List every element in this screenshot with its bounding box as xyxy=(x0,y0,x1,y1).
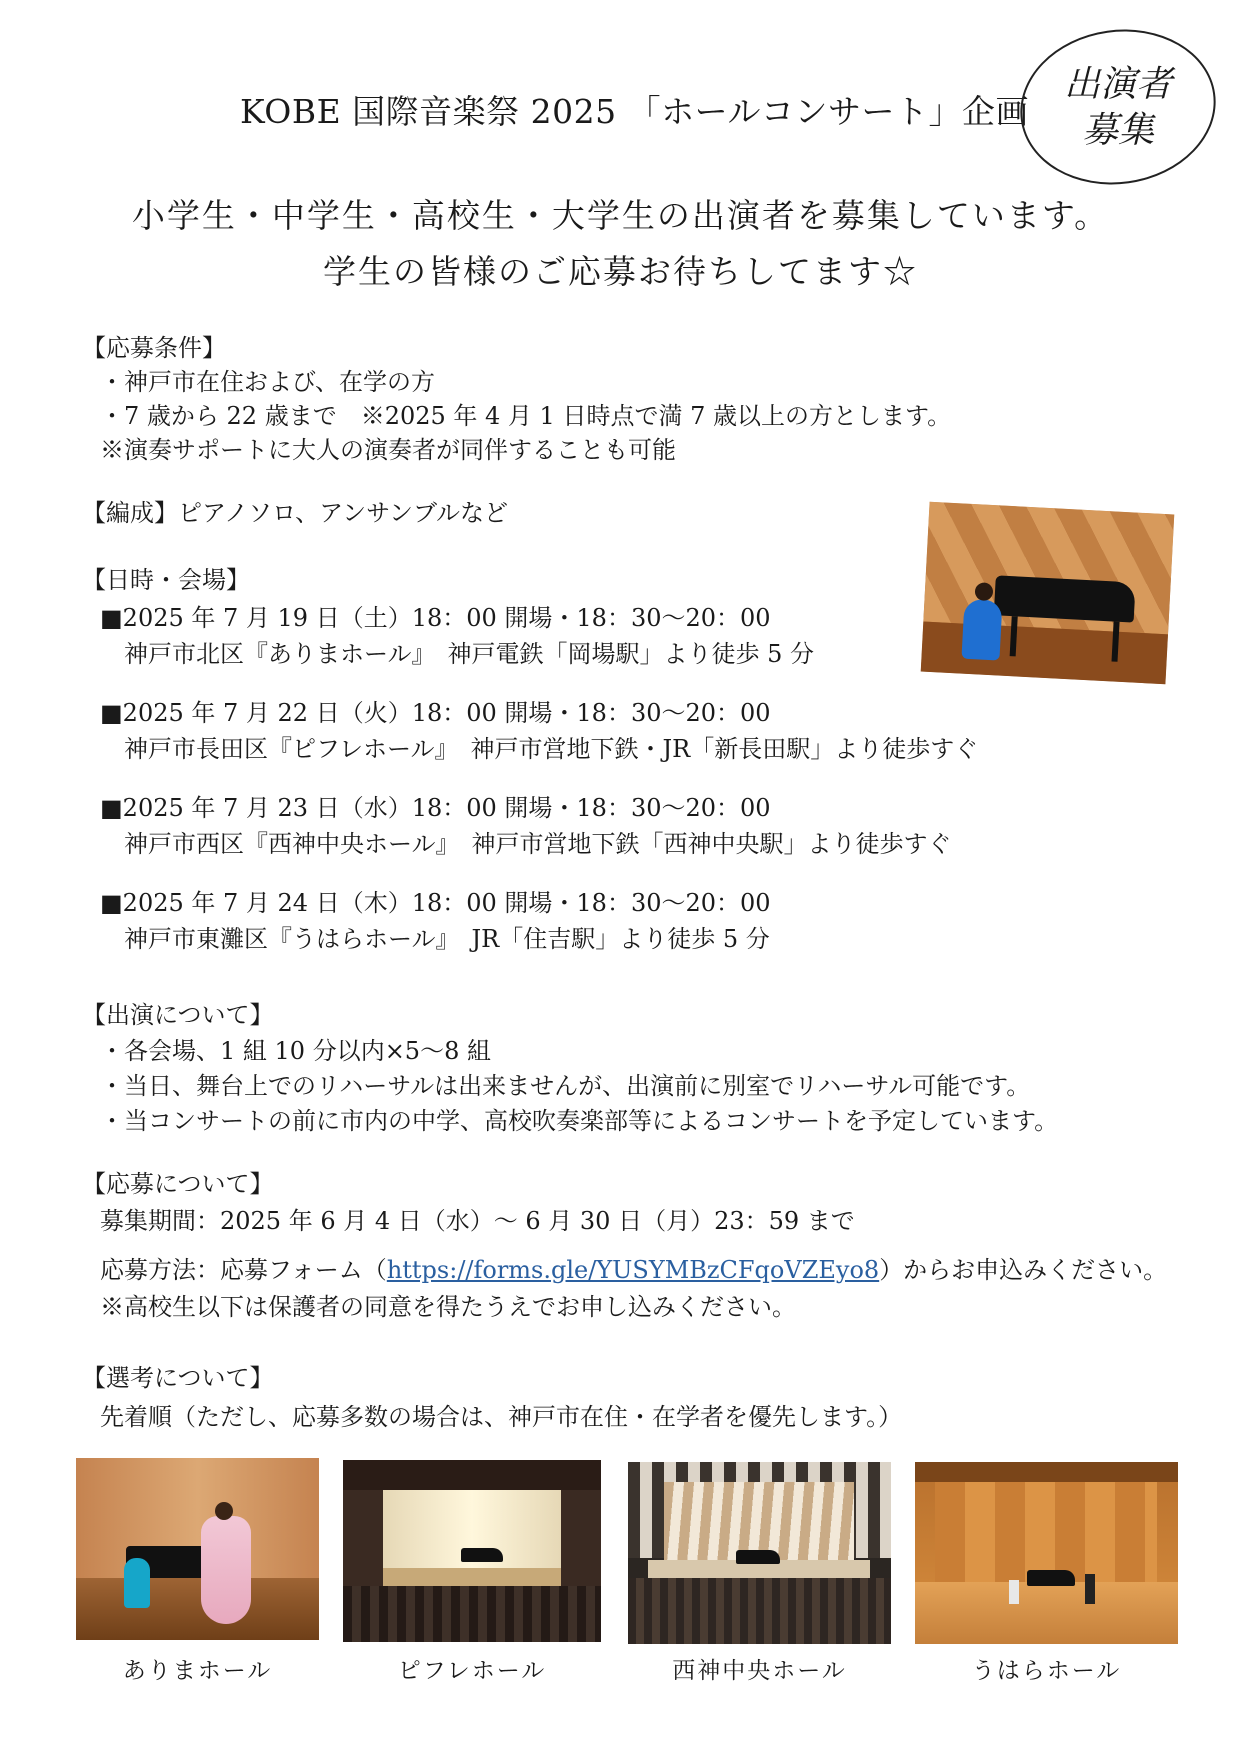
performance-item: ・当コンサートの前に市内の中学、高校吹奏楽部等によるコンサートを予定しています。 xyxy=(100,1107,1059,1135)
piano-recital-photo xyxy=(921,502,1175,685)
badge-line-2: 募集 xyxy=(1082,109,1155,151)
method-prefix: 応募方法：応募フォーム（ xyxy=(100,1256,387,1284)
formation-text: ピアノソロ、アンサンブルなど xyxy=(178,499,508,527)
schedule-heading: 【日時・会場】 xyxy=(82,566,250,594)
application-method xyxy=(100,1250,1167,1285)
recruit-badge xyxy=(1010,17,1226,197)
subtitle-target: 小学生・中学生・高校生・大学生の出演者を募集しています。 xyxy=(131,196,1110,235)
application-form-link[interactable]: https://forms.gle/YUSYMBzCFqoVZEyo8 xyxy=(386,1256,880,1284)
schedule-venue: 神戸市北区『ありまホール』 神戸電鉄「岡場駅」より徒歩 5 分 xyxy=(124,640,815,668)
seishin-chuo-hall-photo xyxy=(628,1462,891,1644)
application-period: 募集期間：2025 年 6 月 4 日（水）〜 6 月 30 日（月）23：59 まで xyxy=(100,1207,855,1235)
badge-line-1: 出演者 xyxy=(1064,63,1173,105)
uhara-hall-photo xyxy=(915,1462,1178,1644)
caption-pifure-hall: ピフレホール xyxy=(397,1658,547,1684)
schedule-date: ■2025 年 7 月 22 日（火）18：00 開場・18：30〜20：00 xyxy=(100,699,771,727)
formation-heading: 【編成】 xyxy=(82,499,178,527)
schedule-date: ■2025 年 7 月 19 日（土）18：00 開場・18：30〜20：00 xyxy=(100,604,771,632)
page-title: KOBE 国際音楽祭 2025 「ホールコンサート」企画 xyxy=(240,92,1029,131)
pifure-hall-photo xyxy=(343,1460,601,1642)
method-suffix: ）からお申込みください。 xyxy=(879,1256,1168,1284)
condition-item: ・神戸市在住および、在学の方 xyxy=(100,368,436,396)
arima-hall-photo xyxy=(76,1458,319,1640)
condition-item: ・7 歳から 22 歳まで ※2025 年 4 月 1 日時点で満 7 歳以上の方とします。 xyxy=(100,402,952,430)
schedule-venue: 神戸市東灘区『うはらホール』 JR「住吉駅」より徒歩 5 分 xyxy=(124,925,770,953)
selection-heading: 【選考について】 xyxy=(82,1364,274,1392)
schedule-date: ■2025 年 7 月 24 日（木）18：00 開場・18：30〜20：00 xyxy=(100,889,771,917)
formation-section xyxy=(82,493,508,528)
schedule-venue: 神戸市西区『西神中央ホール』 神戸市営地下鉄「西神中央駅」より徒歩すぐ xyxy=(124,830,952,858)
condition-item: ※演奏サポートに大人の演奏者が同伴することも可能 xyxy=(100,436,676,464)
performance-item: ・各会場、1 組 10 分以内×5〜8 組 xyxy=(100,1037,491,1065)
schedule-date: ■2025 年 7 月 23 日（水）18：00 開場・18：30〜20：00 xyxy=(100,794,771,822)
selection-text: 先着順（ただし、応募多数の場合は、神戸市在住・在学者を優先します。） xyxy=(100,1403,903,1431)
subtitle-invite: 学生の皆様のご応募お待ちしてます☆ xyxy=(323,252,918,291)
performance-item: ・当日、舞台上でのリハーサルは出来ませんが、出演前に別室でリハーサル可能です。 xyxy=(100,1072,1031,1100)
schedule-venue: 神戸市長田区『ピフレホール』 神戸市営地下鉄・JR「新長田駅」より徒歩すぐ xyxy=(124,735,979,763)
caption-uhara-hall: うはらホール xyxy=(971,1658,1122,1684)
conditions-heading: 【応募条件】 xyxy=(82,334,226,362)
caption-seishin-chuo-hall: 西神中央ホール xyxy=(672,1658,847,1684)
caption-arima-hall: ありまホール xyxy=(122,1658,273,1684)
performance-heading: 【出演について】 xyxy=(82,1001,274,1029)
application-heading: 【応募について】 xyxy=(82,1170,274,1198)
application-note: ※高校生以下は保護者の同意を得たうえでお申し込みください。 xyxy=(100,1293,796,1321)
